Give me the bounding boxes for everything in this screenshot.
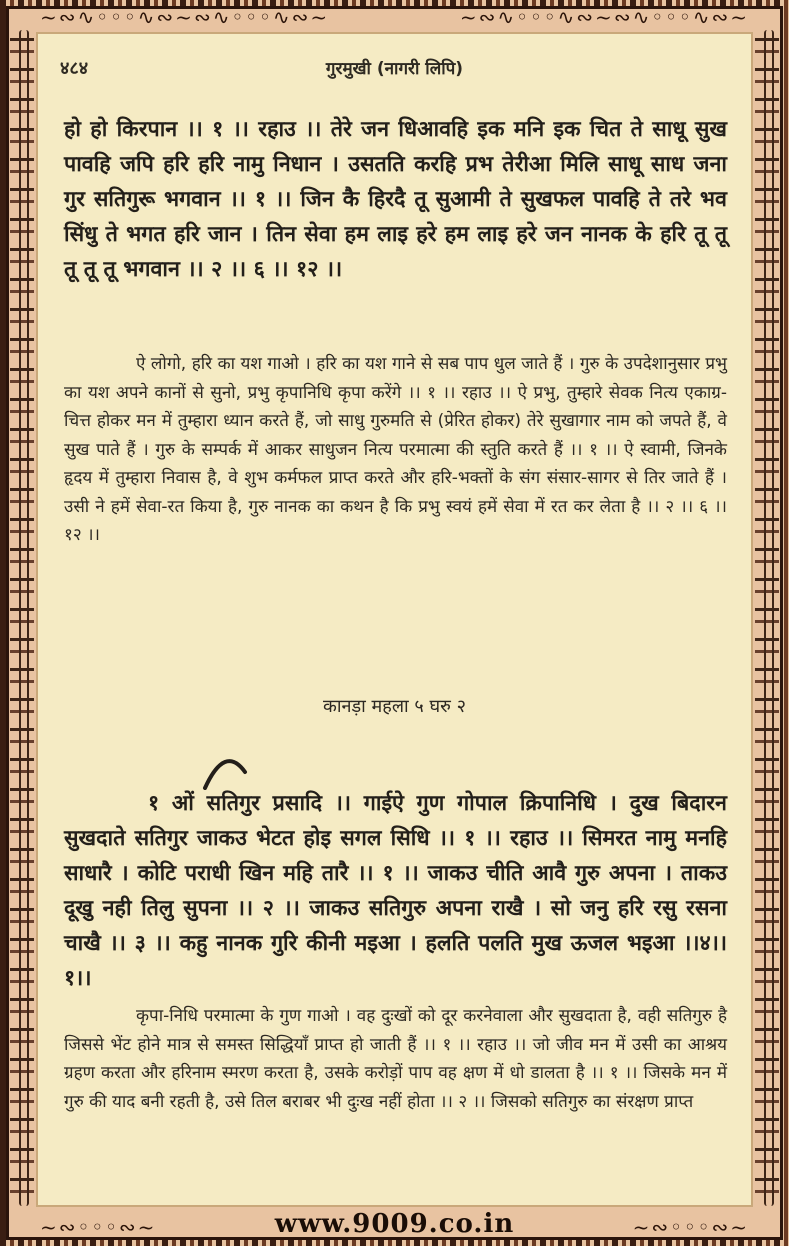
translation-block-2 [38, 1002, 751, 1116]
top-border-ornament: ~∾∿◦◦◦∿∾~∾∿◦◦◦∿∾~ ~∾∿◦◦◦∿∾~∾∿◦◦◦∿∾~ [40, 6, 749, 28]
gurmukhi-verse-text: हो हो किरपान ।। १ ।। रहाउ ।। तेरे जन धिआवहि इक मनि इक चित ते साधू सुख पावहि जपि हरि हरि नामु निधान । उसतति करहि प्रभ तेरीआ मिलि साधू साध जना गुर सतिगुरू भगवान ।। १ ।। जिन कै हिरदै तू सुआमी ते सुखफल पावहि ते तरे भव सिंधु ते भगत हरि जान । तिन सेवा हम लाइ हरे हम लाइ हरे जन नानक के हरि तू तू तू तू तू भगवान ।। २ ।। ६ ।। १२ ।। [64, 117, 727, 282]
running-title: गुरमुखी (नागरी लिपि) [325, 59, 464, 79]
ik-onkar-arc-ornament [201, 750, 249, 790]
left-border-ornament [10, 30, 34, 1206]
page-number: ४८४ [60, 58, 89, 79]
translation-text-2: कृपा-निधि परमात्मा के गुण गाओ । वह दुःखों को दूर करनेवाला और सुखदाता है, वही सतिगुरु है जिससे भेंट होने मात्र से समस्त सिद्धियाँ प्राप्त हो जाती हैं ।। १ ।। रहाउ ।। जो जीव मन में उसी का आश्रय ग्रहण करता और हरिनाम स्मरण करता है, उसके करोड़ों पाप वह क्षण में धो डालता है ।। १ ।। जिसके मन में गुरु की याद बनी रहती है, उसे तिल बराबर भी दुःख नहीं होता ।। २ ।। जिसको सतिगुरु का संरक्षण प्राप्त [64, 1006, 727, 1112]
website-footer [0, 1206, 789, 1242]
translation-block-1 [38, 350, 751, 550]
translation-text: ऐ लोगो, हरि का यश गाओ । हरि का यश गाने से सब पाप धुल जाते हैं । गुरु के उपदेशानुसार प्रभु का यश अपने कानों से सुनो, प्रभु कृपानिधि कृपा करेंगे ।। १ ।। रहाउ ।। ऐ प्रभु, तुम्हारे सेवक नित्य एकाग्र-चित्त होकर मन में तुम्हारा ध्यान करते हैं, जो साधु गुरुमति से (प्रेरित होकर) तेरे सुखागार नाम को जपते हैं, वे सुख पाते हैं । गुरु के सम्पर्क में आकर साधुजन नित्य परमात्मा की स्तुति करते हैं ।। १ ।। ऐ स्वामी, जिनके हृदय में तुम्हारा निवास है, वे शुभ कर्मफल प्राप्त करते और हरि-भक्तों के संग संसार-सागर से तिर जाते हैं । उसी ने हमें सेवा-रत किया है, गुरु नानक का कथन है कि प्रभु स्वयं हमें सेवा में रत कर लेता है ।। २ ।। ६ ।। १२ ।। [64, 354, 727, 545]
right-border-ornament [755, 30, 779, 1206]
book-page [36, 32, 753, 1207]
bottom-border-ornament: ~∾◦◦◦∾~ ~∾◦◦◦∾~ [40, 1216, 749, 1238]
gurmukhi-verse-text-2: १ ओं सतिगुर प्रसादि ।। गाईऐ गुण गोपाल क्रिपानिधि । दुख बिदारन सुखदाते सतिगुर जाकउ भेटत होइ सगल सिधि ।। १ ।। रहाउ ।। सिमरत नामु मनहि साधारै । कोटि पराधी खिन महि तारै ।। १ ।। जाकउ चीति आवै गुरु अपना । ताकउ दूखु नही तिलु सुपना ।। २ ।। जाकउ सतिगुरु अपना राखै । सो जनु हरि रसु रसना चाखै ।। ३ ।। कहु नानक गुरि कीनी मइआ । हलति पलति मुख ऊजल भइआ ।।४।।१।। [64, 791, 727, 991]
gurmukhi-verse-block-2 [38, 786, 751, 996]
section-heading: कानड़ा महला ५ घरु २ [323, 696, 466, 717]
website-link[interactable]: www.9009.co.in [274, 1209, 515, 1239]
gurmukhi-verse-block-1 [38, 112, 751, 287]
page-header [38, 34, 751, 79]
